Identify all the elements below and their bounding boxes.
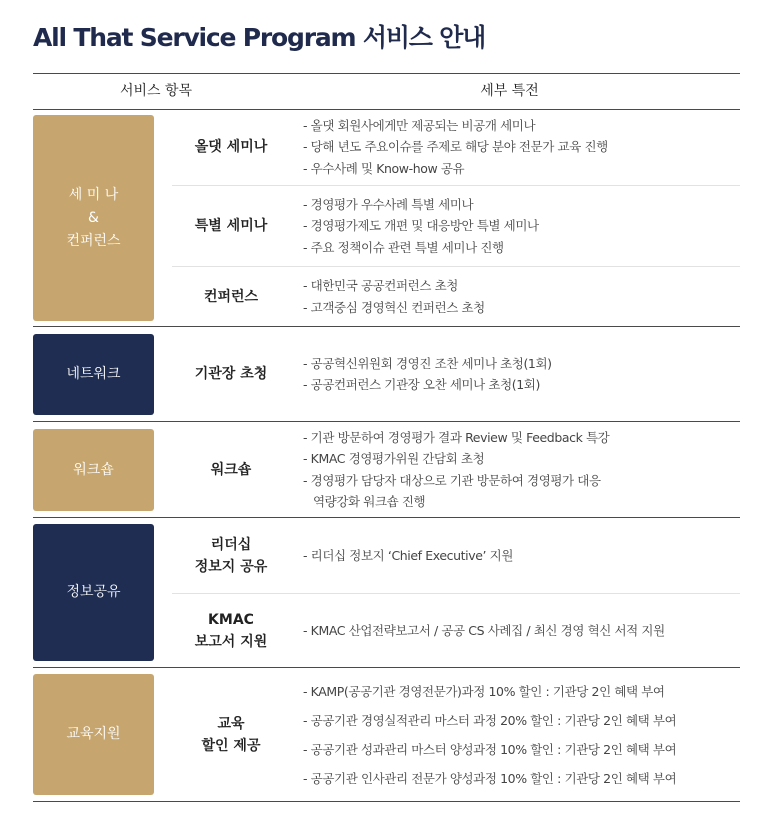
detail-line: - KMAC 경영평가위원 간담회 초청 bbox=[303, 451, 485, 466]
sub-name: 기관장 초청 bbox=[194, 366, 268, 382]
detail-line: - 고객중심 경영혁신 컨퍼런스 초청 bbox=[303, 299, 485, 315]
detail-line: - 경영평가제도 개편 및 대응방안 특별 세미나 bbox=[303, 218, 539, 234]
sub-name: 워크숍 bbox=[210, 461, 252, 478]
category-line: 네트워크 bbox=[66, 366, 121, 382]
detail-line: - KMAC 산업전략보고서 / 공공 CS 사례집 / 최신 경영 혁신 서적 지원 bbox=[303, 622, 665, 638]
table-header bbox=[33, 73, 740, 110]
sub-row-leadership bbox=[172, 518, 740, 594]
sub-row-ceo-invitation bbox=[172, 327, 740, 421]
category-badge-network bbox=[33, 334, 154, 415]
sub-name: 정보지 공유 bbox=[194, 558, 268, 575]
sub-name: 컨퍼런스 bbox=[203, 288, 259, 305]
detail-line: 역량강화 워크숍 진행 bbox=[313, 494, 426, 509]
detail-line: - 대한민국 공공컨퍼런스 초청 bbox=[303, 278, 458, 293]
sub-row-alltheat-seminar bbox=[172, 109, 740, 186]
sub-name: 리더십 bbox=[210, 536, 252, 553]
detail-line: - 당해 년도 주요이슈를 주제로 해당 분야 전문가 교육 진행 bbox=[303, 139, 608, 155]
detail-line: - 공공기관 경영실적관리 마스터 과정 20% 할인 : 기관당 2인 혜택 부여 bbox=[303, 712, 677, 728]
category-line: 워크숍 bbox=[73, 461, 114, 478]
sub-row-workshop bbox=[172, 422, 740, 517]
category-line: 교육지원 bbox=[66, 726, 121, 742]
category-line: 세 미 나 bbox=[68, 186, 119, 203]
detail-line: - 올댓 회원사에게만 제공되는 비공개 세미나 bbox=[303, 117, 536, 133]
sub-name: 올댓 세미나 bbox=[194, 139, 268, 155]
group-workshop bbox=[33, 422, 740, 518]
category-line: 정보공유 bbox=[66, 584, 121, 600]
category-line: & bbox=[88, 209, 99, 226]
sub-name: 할인 제공 bbox=[201, 737, 261, 754]
group-education bbox=[33, 668, 740, 802]
detail-line: - KAMP(공공기관 경영전문가)과정 10% 할인 : 기관당 2인 혜택 부여 bbox=[303, 683, 665, 699]
detail-line: - 공공혁신위원회 경영진 조찬 세미나 초청(1회) bbox=[303, 355, 552, 371]
header-details: 세부 특전 bbox=[480, 83, 539, 99]
category-line: 컨퍼런스 bbox=[66, 232, 121, 249]
detail-line: - 주요 정책이슈 관련 특별 세미나 진행 bbox=[303, 239, 504, 255]
detail-line: - 공공기관 성과관리 마스터 양성과정 10% 할인 : 기관당 2인 혜택 부여 bbox=[303, 741, 677, 757]
service-table bbox=[33, 73, 740, 786]
sub-name: 교육 bbox=[217, 715, 245, 732]
category-badge-seminar bbox=[33, 115, 154, 321]
sub-row-kmac-report bbox=[172, 594, 740, 667]
sub-name: 특별 세미나 bbox=[194, 218, 268, 234]
detail-line: - 우수사례 및 Know-how 공유 bbox=[303, 160, 465, 176]
group-network bbox=[33, 327, 740, 422]
header-service-item: 서비스 항목 bbox=[119, 83, 193, 99]
sub-name: KMAC bbox=[208, 611, 254, 628]
detail-line: - 공공컨퍼런스 기관장 오찬 세미나 초청(1회) bbox=[303, 377, 540, 392]
category-badge-workshop bbox=[33, 429, 154, 511]
sub-name: 보고서 지원 bbox=[194, 633, 268, 650]
detail-line: - 기관 방문하여 경영평가 결과 Review 및 Feedback 특강 bbox=[303, 429, 610, 445]
detail-line: - 공공기관 인사관리 전문가 양성과정 10% 할인 : 기관당 2인 혜택 부여 bbox=[303, 770, 677, 786]
sub-row-education-discount bbox=[172, 668, 740, 801]
category-badge-info-sharing bbox=[33, 524, 154, 661]
detail-line: - 경영평가 우수사례 특별 세미나 bbox=[303, 196, 474, 212]
category-badge-education bbox=[33, 674, 154, 795]
sub-row-special-seminar bbox=[172, 186, 740, 267]
sub-row-conference bbox=[172, 267, 740, 326]
page-title: All That Service Program 서비스 안내 bbox=[33, 23, 486, 52]
detail-line: - 경영평가 담당자 대상으로 기관 방문하여 경영평가 대응 bbox=[303, 472, 601, 488]
group-info-sharing bbox=[33, 518, 740, 668]
group-seminar-conference bbox=[33, 109, 740, 327]
detail-line: - 리더십 정보지 ‘Chief Executive’ 지원 bbox=[303, 547, 513, 563]
